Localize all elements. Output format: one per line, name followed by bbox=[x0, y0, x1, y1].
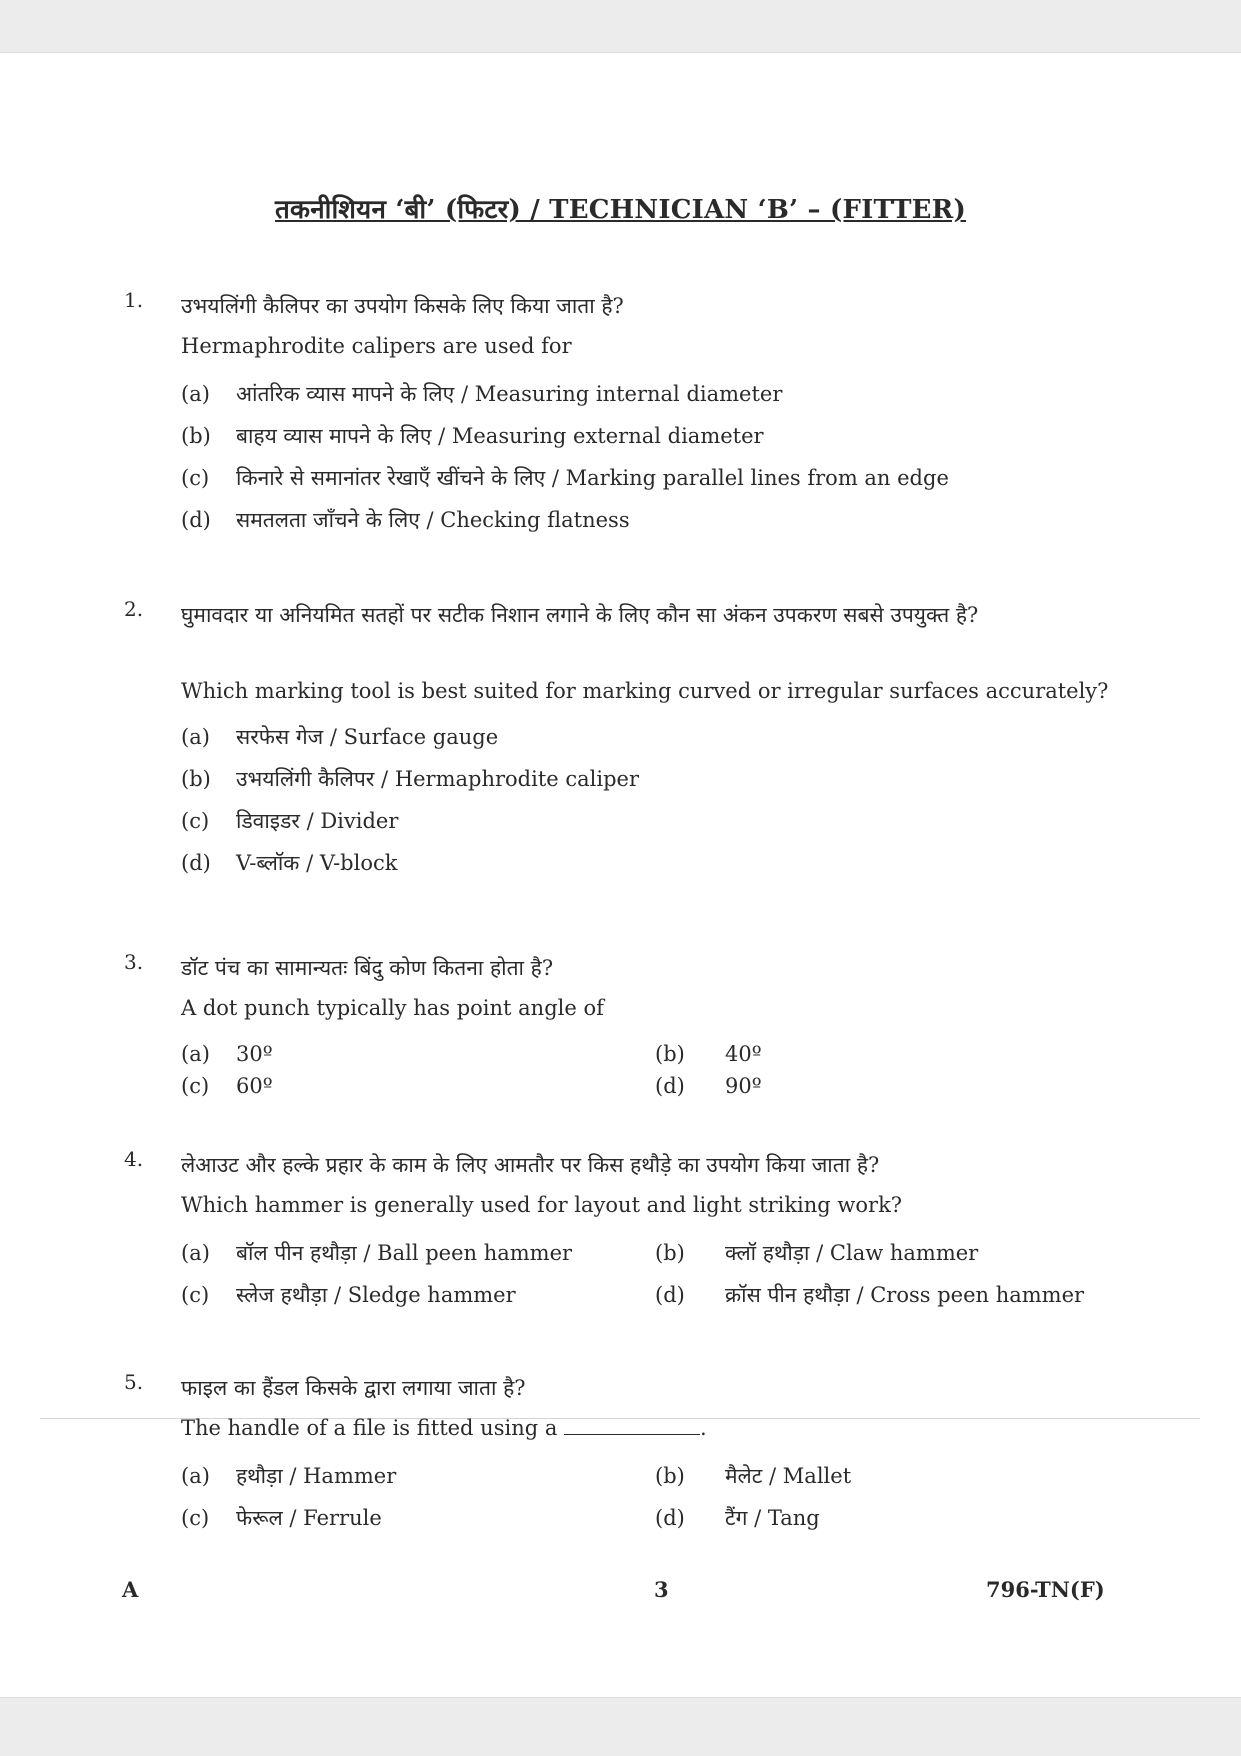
question-number: 2. bbox=[124, 597, 144, 621]
question-text-english: Which hammer is generally used for layout and light striking work? bbox=[181, 1193, 903, 1217]
question-text-hindi: डॉट पंच का सामान्यतः बिंदु कोण कितना होता है? bbox=[181, 956, 554, 980]
question-number: 1. bbox=[124, 288, 144, 312]
option-a: (a) बॉल पीन हथौड़ा / Ball peen hammer bbox=[181, 1241, 573, 1265]
footer-series: A bbox=[122, 1577, 139, 1602]
page-title: तकनीशियन ‘बी’ (फिटर) / TECHNICIAN ‘B’ – (FITTER) bbox=[275, 195, 966, 225]
option-c: (c) किनारे से समानांतर रेखाएँ खींचने के लिए / Marking parallel lines from an edge bbox=[181, 466, 949, 490]
question-text-english: A dot punch typically has point angle of bbox=[181, 996, 604, 1020]
option-a: (a) हथौड़ा / Hammer bbox=[181, 1464, 397, 1488]
question-number: 4. bbox=[124, 1147, 144, 1171]
question-text-hindi: उभयलिंगी कैलिपर का उपयोग किसके लिए किया जाता है? bbox=[181, 294, 624, 318]
option-b: (b) क्लॉ हथौड़ा / Claw hammer bbox=[655, 1241, 979, 1265]
option-a: (a) आंतरिक व्यास मापने के लिए / Measuring internal diameter bbox=[181, 382, 783, 406]
option-c: (c) 60º bbox=[181, 1074, 273, 1098]
option-d: (d) क्रॉस पीन हथौड़ा / Cross peen hammer bbox=[655, 1283, 1085, 1307]
option-a: (a) सरफेस गेज / Surface gauge bbox=[181, 725, 499, 749]
question-text-hindi: लेआउट और हल्के प्रहार के काम के लिए आमतौर पर किस हथौड़े का उपयोग किया जाता है? bbox=[181, 1153, 880, 1177]
question-number: 3. bbox=[124, 950, 144, 974]
option-b: (b) मैलेट / Mallet bbox=[655, 1464, 852, 1488]
paper-code: 796-TN(F) bbox=[986, 1577, 1105, 1602]
option-b: (b) 40º bbox=[655, 1042, 762, 1066]
option-d: (d) समतलता जाँचने के लिए / Checking flatness bbox=[181, 508, 630, 532]
option-a: (a) 30º bbox=[181, 1042, 273, 1066]
option-b: (b) बाहय व्यास मापने के लिए / Measuring external diameter bbox=[181, 424, 764, 448]
question-text-english: Hermaphrodite calipers are used for bbox=[181, 334, 572, 358]
question-text-hindi: फाइल का हैंडल किसके द्वारा लगाया जाता है? bbox=[181, 1376, 526, 1400]
fill-in-blank bbox=[564, 1416, 700, 1435]
question-text-hindi: घुमावदार या अनियमित सतहों पर सटीक निशान लगाने के लिए कौन सा अंकन उपकरण सबसे उपयुक्त है? bbox=[181, 603, 979, 627]
option-d: (d) 90º bbox=[655, 1074, 762, 1098]
scan-top-edge bbox=[0, 0, 1241, 53]
option-b: (b) उभयलिंगी कैलिपर / Hermaphrodite caliper bbox=[181, 767, 639, 791]
option-c: (c) डिवाइडर / Divider bbox=[181, 809, 399, 833]
question-number: 5. bbox=[124, 1370, 144, 1394]
question-text-english: Which marking tool is best suited for marking curved or irregular surfaces accurately? bbox=[181, 679, 1109, 703]
option-d: (d) टैंग / Tang bbox=[655, 1506, 820, 1530]
page-number: 3 bbox=[654, 1577, 669, 1602]
option-d: (d) V-ब्लॉक / V-block bbox=[181, 851, 398, 875]
option-c: (c) स्लेज हथौड़ा / Sledge hammer bbox=[181, 1283, 516, 1307]
scan-bottom-edge bbox=[0, 1697, 1241, 1756]
question-text-english: The handle of a file is fitted using a . bbox=[181, 1416, 707, 1440]
option-c: (c) फेरूल / Ferrule bbox=[181, 1506, 382, 1530]
